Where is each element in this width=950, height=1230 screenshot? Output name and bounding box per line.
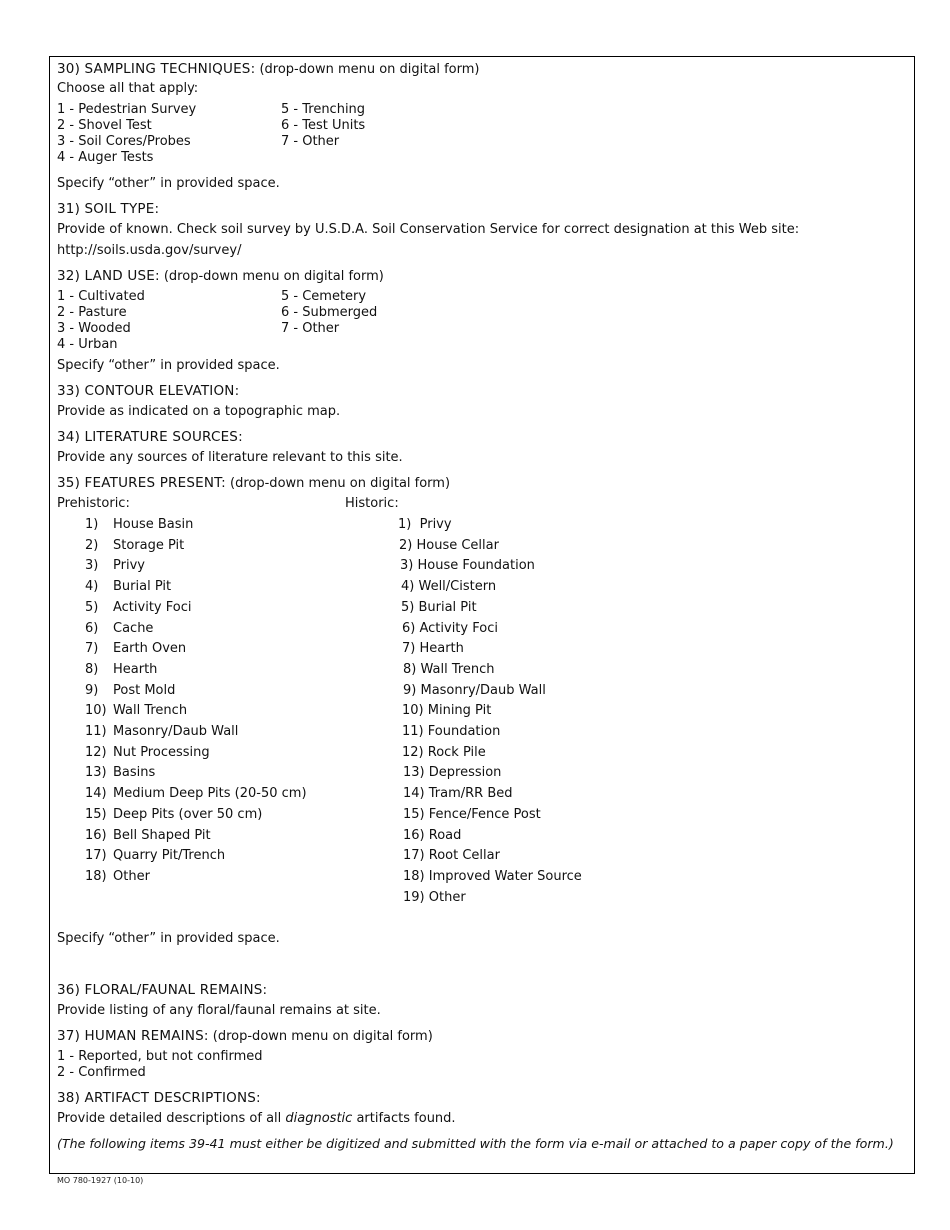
s32-option: 5 - Cemetery — [281, 289, 367, 304]
section-30-note: (drop-down menu on digital form) — [259, 62, 480, 77]
historic-item: 6) Activity Foci — [402, 621, 498, 636]
prehistoric-item: Cache — [113, 621, 154, 636]
s32-option: 2 - Pasture — [57, 305, 127, 320]
prehistoric-item-number: 6) — [85, 621, 99, 636]
prehistoric-item: Burial Pit — [113, 579, 172, 594]
prehistoric-item: Nut Processing — [113, 745, 210, 760]
section-32-specify: Specify “other” in provided space. — [57, 358, 280, 373]
section-36-text: Provide listing of any floral/faunal remains at site. — [57, 1003, 381, 1018]
prehistoric-item: Privy — [113, 558, 145, 573]
s32-option: 4 - Urban — [57, 337, 118, 352]
s37-option: 2 - Confirmed — [57, 1065, 146, 1080]
prehistoric-item: Basins — [113, 765, 156, 780]
prehistoric-item-number: 10) — [85, 703, 107, 718]
prehistoric-item-number: 17) — [85, 848, 107, 863]
section-31-title: 31) SOIL TYPE: — [57, 201, 160, 217]
form-number: MO 780-1927 (10-10) — [57, 1176, 144, 1185]
section-34-title: 34) LITERATURE SOURCES: — [57, 429, 243, 445]
section-34-text: Provide any sources of literature relevant to this site. — [57, 450, 403, 465]
prehistoric-label: Prehistoric: — [57, 496, 130, 511]
historic-label: Historic: — [345, 496, 399, 511]
s30-option: 4 - Auger Tests — [57, 150, 154, 165]
prehistoric-item-number: 3) — [85, 558, 99, 573]
s32-option: 7 - Other — [281, 321, 340, 336]
s32-option: 6 - Submerged — [281, 305, 378, 320]
prehistoric-item: Hearth — [113, 662, 158, 677]
prehistoric-item-number: 5) — [85, 600, 99, 615]
s30-option: 3 - Soil Cores/Probes — [57, 134, 191, 149]
prehistoric-item-number: 8) — [85, 662, 99, 677]
section-36-title: 36) FLORAL/FAUNAL REMAINS: — [57, 982, 268, 998]
section-37-heading — [57, 1028, 433, 1045]
section-32-note: (drop-down menu on digital form) — [163, 269, 384, 284]
historic-item: 11) Foundation — [402, 724, 501, 739]
prehistoric-item-number: 18) — [85, 869, 107, 884]
section-38-italic-note: (The following items 39-41 must either be digitized and submitted with the form via e-mail or attached to a paper copy of the form.) — [57, 1136, 894, 1151]
section-31-text: Provide of known. Check soil survey by U.S.D.A. Soil Conservation Service for correct designation at this Web site: — [57, 222, 800, 237]
section-38-text-after: artifacts found. — [352, 1111, 456, 1126]
section-30-title: 30) SAMPLING TECHNIQUES: — [57, 61, 256, 77]
s37-option: 1 - Reported, but not confirmed — [57, 1049, 263, 1064]
s30-option: 7 - Other — [281, 134, 340, 149]
prehistoric-item: Storage Pit — [113, 538, 185, 553]
historic-item: 19) Other — [403, 890, 466, 905]
prehistoric-item-number: 15) — [85, 807, 107, 822]
historic-item: 18) Improved Water Source — [403, 869, 582, 884]
prehistoric-item: Wall Trench — [113, 703, 188, 718]
prehistoric-item: Masonry/Daub Wall — [113, 724, 239, 739]
prehistoric-item: Activity Foci — [113, 600, 192, 615]
section-38-title: 38) ARTIFACT DESCRIPTIONS: — [57, 1090, 261, 1106]
prehistoric-item-number: 2) — [85, 538, 99, 553]
s30-option: 6 - Test Units — [281, 118, 366, 133]
prehistoric-item: Other — [113, 869, 150, 884]
prehistoric-item-number: 13) — [85, 765, 107, 780]
historic-item: 16) Road — [403, 828, 462, 843]
section-35-specify: Specify “other” in provided space. — [57, 931, 280, 946]
soil-survey-link[interactable]: http://soils.usda.gov/survey/ — [57, 243, 242, 258]
prehistoric-item: Bell Shaped Pit — [113, 828, 211, 843]
prehistoric-item: Earth Oven — [113, 641, 187, 656]
historic-item: 15) Fence/Fence Post — [403, 807, 541, 822]
section-35-title: 35) FEATURES PRESENT: — [57, 475, 226, 491]
section-35-heading — [57, 475, 450, 492]
historic-item: 13) Depression — [403, 765, 502, 780]
historic-item: 3) House Foundation — [400, 558, 535, 573]
historic-item: 8) Wall Trench — [403, 662, 495, 677]
historic-item: 1) Privy — [398, 517, 452, 532]
prehistoric-item: Medium Deep Pits (20-50 cm) — [113, 786, 307, 801]
historic-item: 17) Root Cellar — [403, 848, 500, 863]
s32-option: 3 - Wooded — [57, 321, 131, 336]
historic-item: 10) Mining Pit — [402, 703, 492, 718]
prehistoric-item-number: 16) — [85, 828, 107, 843]
prehistoric-item: Quarry Pit/Trench — [113, 848, 226, 863]
historic-item: 14) Tram/RR Bed — [403, 786, 513, 801]
section-38-text-em: diagnostic — [285, 1111, 353, 1126]
prehistoric-item-number: 12) — [85, 745, 107, 760]
section-37-title: 37) HUMAN REMAINS: — [57, 1028, 209, 1044]
section-38-text — [57, 1111, 456, 1127]
prehistoric-item-number: 11) — [85, 724, 107, 739]
historic-item: 7) Hearth — [402, 641, 464, 656]
s30-option: 5 - Trenching — [281, 102, 366, 117]
prehistoric-item-number: 1) — [85, 517, 99, 532]
prehistoric-item: Deep Pits (over 50 cm) — [113, 807, 263, 822]
section-32-heading — [57, 268, 384, 285]
section-38-text-before: Provide detailed descriptions of all — [57, 1111, 286, 1126]
section-37-note: (drop-down menu on digital form) — [212, 1029, 433, 1044]
prehistoric-item-number: 7) — [85, 641, 99, 656]
section-33-title: 33) CONTOUR ELEVATION: — [57, 383, 240, 399]
prehistoric-item-number: 4) — [85, 579, 99, 594]
historic-item: 4) Well/Cistern — [401, 579, 497, 594]
section-33-text: Provide as indicated on a topographic map. — [57, 404, 341, 419]
prehistoric-item-number: 9) — [85, 683, 99, 698]
section-35-note: (drop-down menu on digital form) — [230, 476, 451, 491]
prehistoric-item: House Basin — [113, 517, 194, 532]
s30-option: 2 - Shovel Test — [57, 118, 152, 133]
section-32-title: 32) LAND USE: — [57, 268, 160, 284]
section-30-heading — [57, 61, 479, 78]
section-30-specify: Specify “other” in provided space. — [57, 176, 280, 191]
historic-item: 9) Masonry/Daub Wall — [403, 683, 546, 698]
s32-option: 1 - Cultivated — [57, 289, 145, 304]
historic-item: 2) House Cellar — [399, 538, 499, 553]
prehistoric-item-number: 14) — [85, 786, 107, 801]
historic-item: 12) Rock Pile — [402, 745, 486, 760]
historic-item: 5) Burial Pit — [401, 600, 477, 615]
prehistoric-item: Post Mold — [113, 683, 176, 698]
s30-option: 1 - Pedestrian Survey — [57, 102, 197, 117]
section-30-choose: Choose all that apply: — [57, 81, 199, 96]
